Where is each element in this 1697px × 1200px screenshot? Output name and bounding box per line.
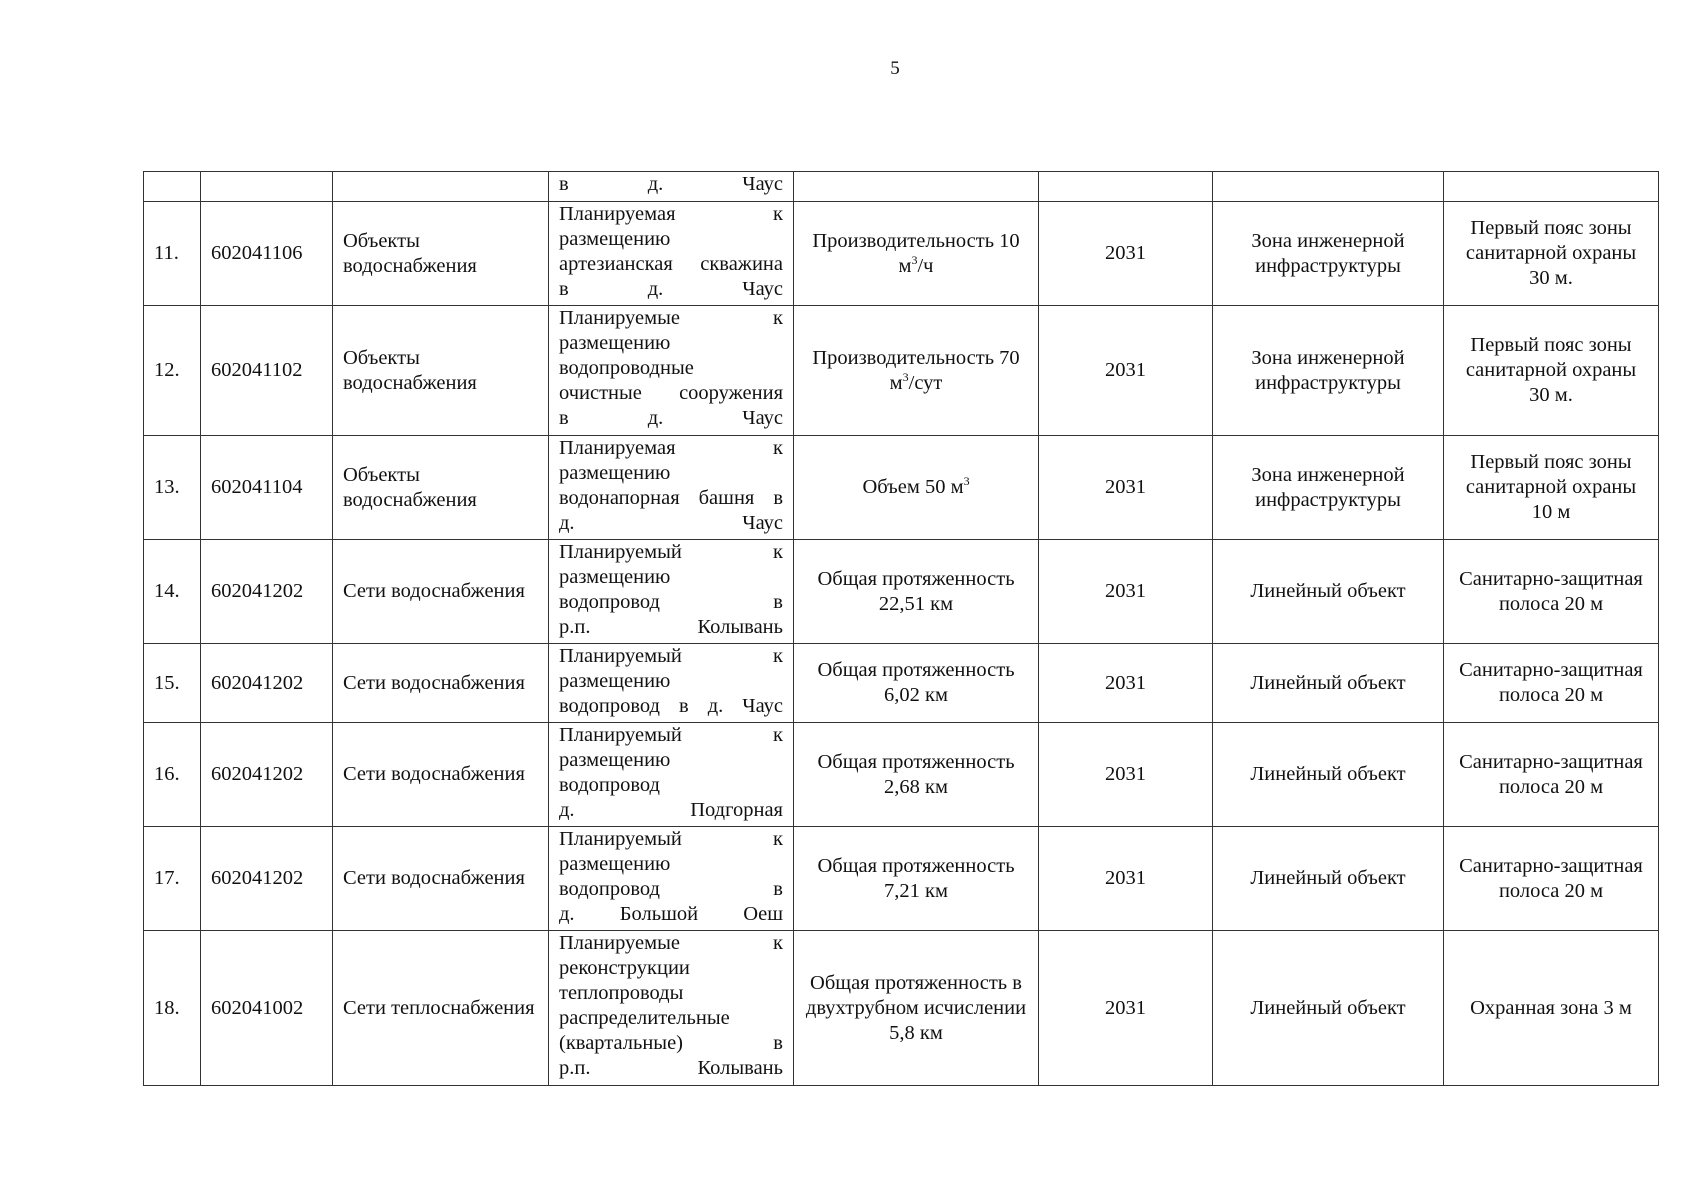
description-line: Планируемые к [559,307,783,329]
functional-zone: Линейный объект [1250,763,1406,785]
row-number-cell [144,644,201,723]
functional-zone-cell [1213,931,1444,1086]
protection-zone: Санитарно-защитная полоса 20 м [1459,854,1643,902]
functional-zone: Линейный объект [1250,867,1406,889]
object-code-cell [201,540,333,644]
protection-zone-cell [1444,644,1659,723]
description-line: водопровод в [559,878,783,900]
object-description [549,202,794,306]
object-characteristics: Общая протяженность 2,68 км [817,750,1015,798]
object-type-cell [333,540,549,644]
object-code-cell [201,644,333,723]
object-type: Сети водоснабжения [343,867,525,889]
description-line: Планируемый к [559,645,783,667]
object-type-cell [333,931,549,1086]
protection-zone-cell [1444,827,1659,931]
object-characteristics-cell [794,723,1039,827]
description-line: д. Большой Оеш [559,903,783,925]
description-line: (квартальные) в [559,1032,783,1054]
object-characteristics-cell [794,306,1039,436]
object-code-cell [201,723,333,827]
description-line: р.п. Колывань [559,616,783,638]
implementation-year-cell [1039,540,1213,644]
row-number-cell [144,931,201,1086]
object-description [549,723,794,827]
row-number-cell [144,172,201,202]
description-line: Планируемый к [559,724,783,746]
description-line: д. Подгорная [559,799,783,821]
object-description [549,172,794,202]
row-number: 13. [154,476,180,498]
description-line: д. Чаус [559,512,783,534]
object-type: Объекты водоснабжения [343,463,477,511]
object-code-cell [201,827,333,931]
object-type-cell [333,172,549,202]
object-type-cell [333,644,549,723]
object-characteristics-cell [794,827,1039,931]
object-characteristics: Общая протяженность в двухтрубном исчислении 5,8 км [805,971,1027,1044]
functional-zone-cell [1213,644,1444,723]
description-line: водопровод в [559,591,783,613]
object-type-cell [333,202,549,306]
row-number: 11. [154,242,179,264]
description-line: в д. Чаус [559,278,783,300]
object-code-cell [201,436,333,540]
object-code: 602041104 [211,476,303,498]
protection-zone-cell [1444,540,1659,644]
object-code: 602041106 [211,242,303,264]
object-type-cell [333,306,549,436]
description-line: размещению [559,462,671,484]
object-type: Объекты водоснабжения [343,229,477,277]
implementation-year: 2031 [1105,996,1146,1019]
description-line: очистные сооружения [559,382,783,404]
row-number: 18. [154,996,180,1019]
object-code: 602041002 [211,996,304,1019]
functional-zone-cell [1213,827,1444,931]
object-code-cell [201,306,333,436]
row-number: 12. [154,359,180,381]
implementation-year: 2031 [1105,763,1146,785]
functional-zone: Линейный объект [1250,671,1406,694]
object-characteristics: Объем 50 $м^3$ [862,474,970,498]
object-description [549,436,794,540]
row-number-cell [144,827,201,931]
object-code: 602041102 [211,359,303,381]
implementation-year-cell [1039,306,1213,436]
functional-zone-cell [1213,723,1444,827]
description-line: в д. Чаус [559,407,783,429]
row-number: 16. [154,763,180,785]
object-description [549,827,794,931]
row-number-cell [144,540,201,644]
description-line: реконструкции [559,957,690,979]
protection-zone: Первый пояс зоны санитарной охраны 30 м. [1465,217,1637,289]
functional-zone: Линейный объект [1250,580,1406,602]
object-description [549,931,794,1086]
object-type-cell [333,723,549,827]
implementation-year: 2031 [1105,476,1146,498]
object-characteristics: Производительность 10 $м^3/ч$ [812,229,1020,277]
row-number-cell [144,436,201,540]
protection-zone: Первый пояс зоны санитарной охраны 30 м. [1465,334,1637,406]
description-line: Планируемая к [559,203,783,225]
table-row-continuation [144,172,1659,202]
description-line: Планируемая к [559,437,783,459]
protection-zone-cell [1444,172,1659,202]
object-description [549,644,794,723]
description-line: размещению [559,228,671,250]
object-code: 602041202 [211,580,304,602]
implementation-year-cell [1039,202,1213,306]
table-row [144,931,1659,1086]
row-number: 15. [154,671,180,694]
object-code-cell [201,172,333,202]
implementation-year: 2031 [1105,671,1146,694]
object-characteristics: Общая протяженность 6,02 км [817,659,1015,706]
object-characteristics-cell [794,931,1039,1086]
functional-zone: Линейный объект [1250,996,1406,1019]
implementation-year-cell [1039,931,1213,1086]
implementation-year-cell [1039,172,1213,202]
protection-zone: Первый пояс зоны санитарной охраны 10 м [1465,451,1637,523]
object-type-cell [333,436,549,540]
object-type: Сети теплоснабжения [343,996,535,1019]
description-line: в д. Чаус [559,173,783,195]
description-line: водопровод [559,774,660,796]
table-row [144,723,1659,827]
functional-zone-cell [1213,436,1444,540]
description-line: размещению [559,332,671,354]
description-line: размещению [559,670,671,692]
description-line: размещению [559,853,671,875]
implementation-year: 2031 [1105,359,1146,381]
table-row [144,540,1659,644]
row-number-cell [144,723,201,827]
object-characteristics-cell [794,172,1039,202]
functional-zone: Зона инженерной инфраструктуры [1251,229,1405,277]
objects-table [143,171,1659,1086]
object-type: Сети водоснабжения [343,580,525,602]
object-characteristics-cell [794,202,1039,306]
functional-zone-cell [1213,306,1444,436]
object-characteristics-cell [794,540,1039,644]
description-line: Планируемые к [559,932,783,954]
object-code: 602041202 [211,867,304,889]
description-line: теплопроводы [559,982,684,1004]
object-characteristics: Общая протяженность 22,51 км [817,567,1015,615]
protection-zone-cell [1444,306,1659,436]
protection-zone-cell [1444,202,1659,306]
functional-zone-cell [1213,540,1444,644]
implementation-year-cell [1039,827,1213,931]
description-line: водопровод в д. Чаус [559,695,783,717]
description-line: р.п. Колывань [559,1057,783,1079]
object-type: Сети водоснабжения [343,671,525,694]
object-characteristics-cell [794,436,1039,540]
description-line: водопроводные [559,357,694,379]
object-description [549,540,794,644]
page-number: 5 [890,58,900,79]
functional-zone: Зона инженерной инфраструктуры [1251,346,1405,394]
implementation-year-cell [1039,723,1213,827]
description-line: размещению [559,566,671,588]
table-row [144,827,1659,931]
object-code-cell [201,202,333,306]
functional-zone-cell [1213,202,1444,306]
object-type: Объекты водоснабжения [343,346,477,394]
object-type-cell [333,827,549,931]
description-line: артезианская скважина [559,253,783,275]
table-row [144,644,1659,723]
description-line: Планируемый к [559,828,783,850]
functional-zone: Зона инженерной инфраструктуры [1251,463,1405,511]
protection-zone: Санитарно-защитная полоса 20 м [1459,659,1643,706]
table-row [144,202,1659,306]
description-line: распределительные [559,1007,730,1029]
protection-zone-cell [1444,931,1659,1086]
object-code: 602041202 [211,763,304,785]
description-line: водонапорная башня в [559,487,783,509]
implementation-year-cell [1039,436,1213,540]
object-characteristics: Производительность 70 $м^3$/сут [812,346,1020,394]
row-number: 14. [154,580,180,602]
protection-zone: Охранная зона 3 м [1470,996,1632,1019]
implementation-year: 2031 [1105,242,1146,264]
protection-zone-cell [1444,436,1659,540]
object-description [549,306,794,436]
implementation-year-cell [1039,644,1213,723]
row-number-cell [144,202,201,306]
object-code: 602041202 [211,671,304,694]
table-row [144,306,1659,436]
protection-zone: Санитарно-защитная полоса 20 м [1459,750,1643,798]
object-type: Сети водоснабжения [343,763,525,785]
row-number-cell [144,306,201,436]
description-line: размещению [559,749,671,771]
object-code-cell [201,931,333,1086]
protection-zone: Санитарно-защитная полоса 20 м [1459,567,1643,615]
implementation-year: 2031 [1105,580,1146,602]
object-characteristics-cell [794,644,1039,723]
table-row [144,436,1659,540]
functional-zone-cell [1213,172,1444,202]
protection-zone-cell [1444,723,1659,827]
implementation-year: 2031 [1105,867,1146,889]
description-line: Планируемый к [559,541,783,563]
row-number: 17. [154,867,180,889]
object-characteristics: Общая протяженность 7,21 км [817,854,1015,902]
